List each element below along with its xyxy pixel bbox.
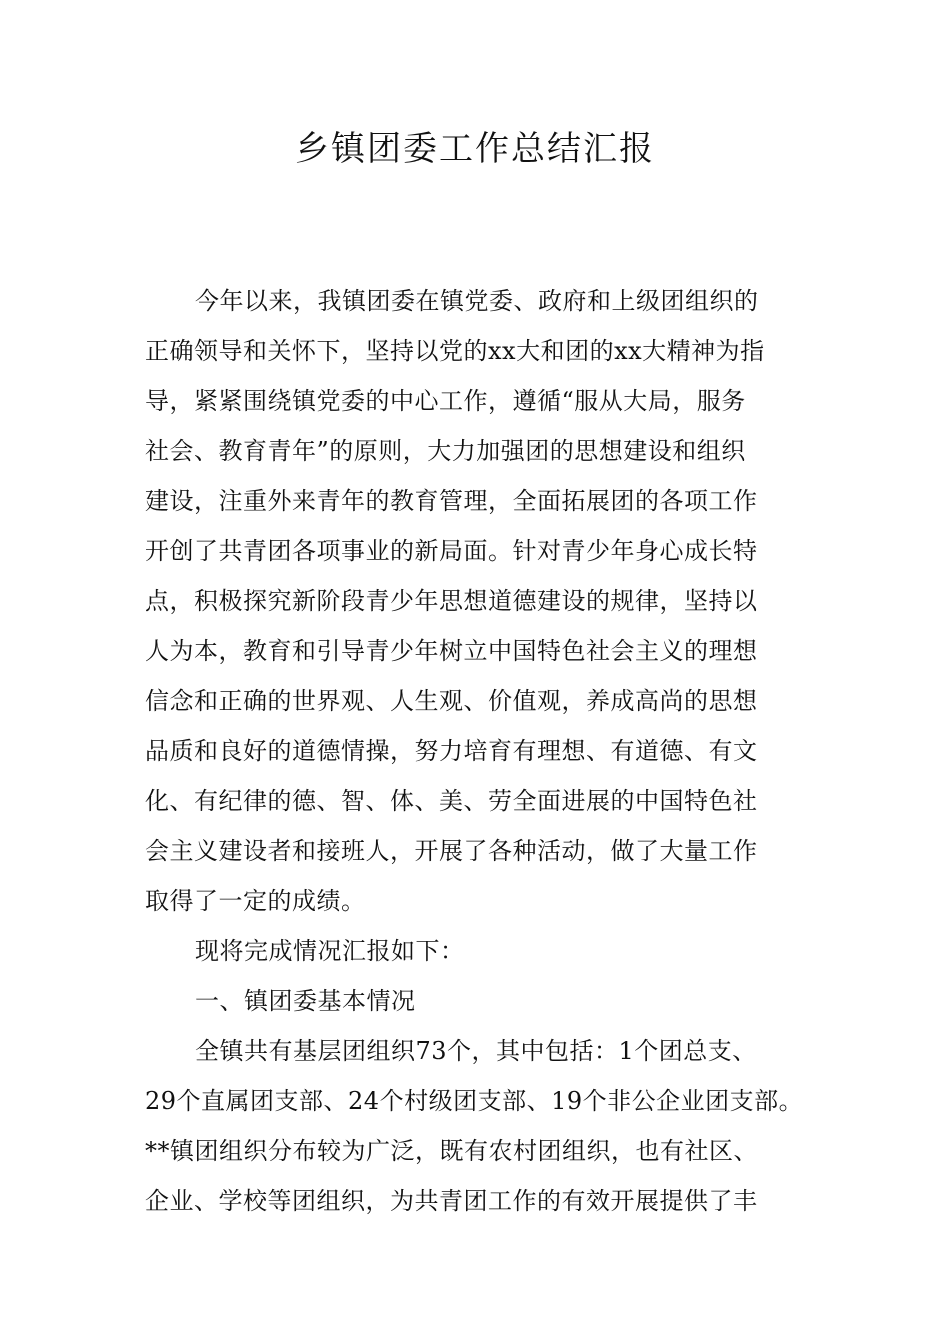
body-line: 社会、教育青年”的原则，大力加强团的思想建设和组织 — [145, 437, 746, 465]
body-line: 建设，注重外来青年的教育管理，全面拓展团的各项工作 — [145, 487, 758, 515]
body-line: 取得了一定的成绩。 — [145, 887, 366, 915]
body-line: 化、有纪律的德、智、体、美、劳全面进展的中国特色社 — [145, 787, 758, 815]
body-line: 信念和正确的世界观、人生观、价值观，养成高尚的思想 — [145, 687, 758, 715]
body-line: 正确领导和关怀下，坚持以党的xx大和团的xx大精神为指 — [145, 337, 765, 365]
body-line: 今年以来，我镇团委在镇党委、政府和上级团组织的 — [195, 287, 759, 315]
body-line: 导，紧紧围绕镇党委的中心工作，遵循“服从大局，服务 — [145, 387, 746, 415]
body-line: 品质和良好的道德情操，努力培育有理想、有道德、有文 — [145, 737, 758, 765]
body-line: 开创了共青团各项事业的新局面。针对青少年身心成长特 — [145, 537, 758, 565]
document-body — [145, 276, 815, 1226]
body-line: **镇团组织分布较为广泛，既有农村团组织，也有社区、 — [145, 1137, 758, 1165]
document-title: 乡镇团委工作总结汇报 — [295, 129, 655, 169]
section-heading: 一、镇团委基本情况 — [195, 987, 416, 1015]
body-line: 现将完成情况汇报如下： — [195, 937, 465, 965]
body-line: 29个直属团支部、24个村级团支部、19个非公企业团支部。 — [145, 1087, 804, 1115]
body-line: 会主义建设者和接班人，开展了各种活动，做了大量工作 — [145, 837, 758, 865]
body-line: 点，积极探究新阶段青少年思想道德建设的规律，坚持以 — [145, 587, 758, 615]
body-line: 人为本，教育和引导青少年树立中国特色社会主义的理想 — [145, 637, 758, 665]
body-line: 企业、学校等团组织，为共青团工作的有效开展提供了丰 — [145, 1187, 758, 1215]
body-line: 全镇共有基层团组织73个，其中包括：1个团总支、 — [195, 1037, 757, 1065]
